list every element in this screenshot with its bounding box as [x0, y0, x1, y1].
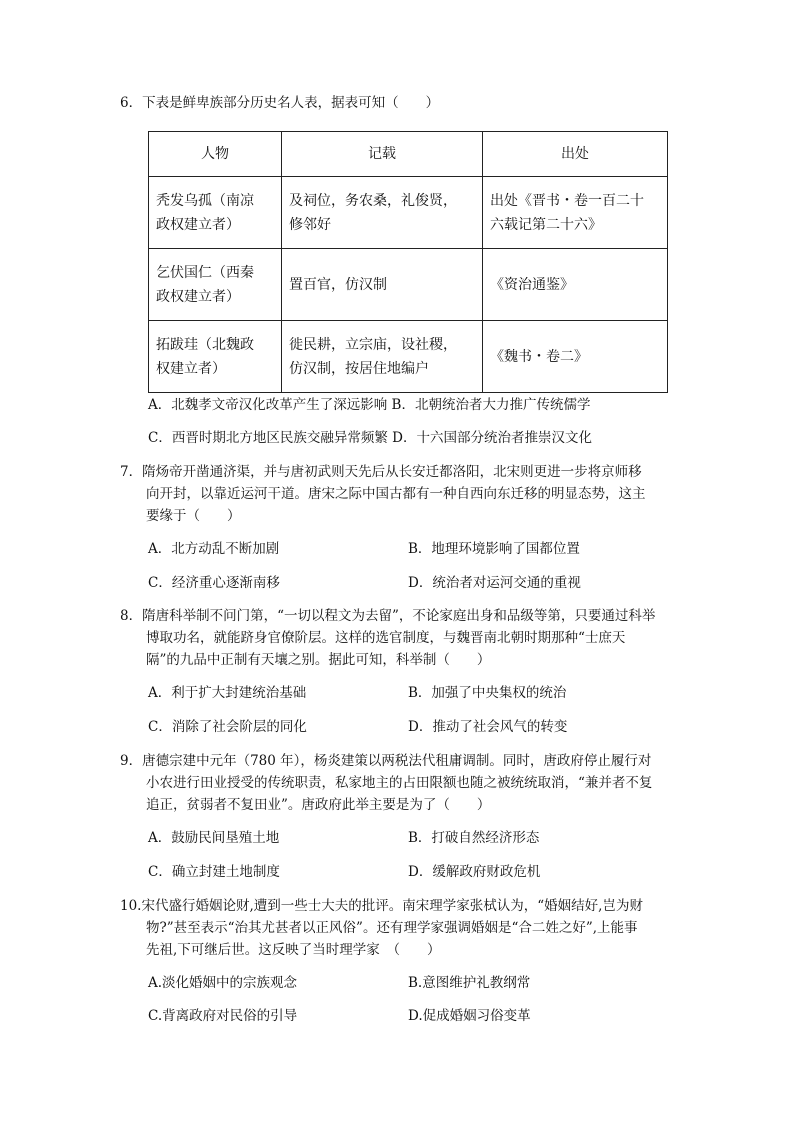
q9-option-d[interactable]: D．缓解政府财政危机: [408, 864, 541, 880]
table-row: [149, 321, 668, 393]
q9-option-b[interactable]: B．打破自然经济形态: [408, 830, 540, 846]
header-source: 出处: [483, 132, 668, 177]
cell-source: 《资治通鉴》: [483, 249, 668, 321]
q8-option-a[interactable]: A．利于扩大封建统治基础: [148, 685, 307, 701]
q8-stem-line: 博取功名，就能跻身官僚阶层。这样的选官制度，与魏晋南北朝时期那种“士庶天: [146, 630, 626, 646]
cell-source: 出处《晋书・卷一百二十 六载记第二十六》: [483, 177, 668, 249]
q8-option-b[interactable]: B．加强了中央集权的统治: [408, 685, 567, 701]
q8-stem-line: 8．隋唐科举制不问门第，“一切以程文为去留”，不论家庭出身和品级等第，只要通过科举: [120, 608, 656, 624]
q7-option-c[interactable]: C．经济重心逐渐南移: [148, 575, 280, 591]
cell-person: 秃发乌孤（南凉 政权建立者）: [149, 177, 282, 249]
q6-options-cd[interactable]: C．西晋时期北方地区民族交融异常频繁 D．十六国部分统治者推崇汉文化: [148, 430, 592, 446]
q8-stem-line: 隔”的九品中正制有天壤之别。据此可知，科举制（ ）: [146, 652, 491, 668]
q6-stem: 6．下表是鲜卑族部分历史名人表，据表可知（ ）: [120, 95, 440, 111]
q9-stem-line: 追正，贫弱者不复田业”。唐政府此举主要是为了（ ）: [146, 797, 491, 813]
cell-record: 置百官，仿汉制: [282, 249, 483, 321]
q7-stem-line: 向开封，以靠近运河干道。唐宋之际中国古都有一种自西向东迁移的明显态势，这主: [146, 486, 646, 502]
cell-record: 及祠位，务农桑，礼俊贤， 修邻好: [282, 177, 483, 249]
q10-stem-line: 先祖,下可继后世。这反映了当时理学家 （ ）: [146, 942, 441, 958]
cell-source: 《魏书・卷二》: [483, 321, 668, 393]
q7-option-b[interactable]: B．地理环境影响了国都位置: [408, 541, 580, 557]
q7-stem-line: 要缘于（ ）: [146, 508, 241, 524]
q9-stem-line: 9．唐德宗建中元年（780 年），杨炎建策以两税法代租庸调制。同时，唐政府停止履行对: [120, 753, 652, 769]
q7-option-d[interactable]: D．统治者对运河交通的重视: [408, 575, 581, 591]
cell-person: 乞伏国仁（西秦 政权建立者）: [149, 249, 282, 321]
q10-option-b[interactable]: B.意图维护礼教纲常: [408, 975, 531, 991]
q10-option-d[interactable]: D.促成婚姻习俗变革: [408, 1008, 531, 1024]
table-header-row: [149, 132, 668, 177]
table-row: [149, 249, 668, 321]
q9-option-c[interactable]: C．确立封建土地制度: [148, 864, 280, 880]
q8-option-d[interactable]: D．推动了社会风气的转变: [408, 719, 568, 735]
cell-person: 拓跋珪（北魏政 权建立者）: [149, 321, 282, 393]
q6-table: [148, 131, 668, 393]
q7-stem-line: 7．隋炀帝开凿通济渠，并与唐初武则天先后从长安迁都洛阳，北宋则更进一步将京师移: [120, 464, 642, 480]
q8-option-c[interactable]: C．消除了社会阶层的同化: [148, 719, 307, 735]
q7-option-a[interactable]: A．北方动乱不断加剧: [148, 541, 280, 557]
q9-stem-line: 小农进行田业授受的传统职责，私家地主的占田限额也随之被统统取消，“兼并者不复: [146, 775, 653, 791]
header-person: 人物: [149, 132, 282, 177]
q10-option-c[interactable]: C.背离政府对民俗的引导: [148, 1008, 298, 1024]
q10-option-a[interactable]: A.淡化婚姻中的宗族观念: [148, 975, 298, 991]
q10-stem-line: 10.宋代盛行婚姻论财,遭到一些士大夫的批评。南宋理学家张栻认为，“婚姻结好,岂为财: [120, 898, 643, 914]
cell-record: 徙民耕，立宗庙，设社稷， 仿汉制，按居住地编户: [282, 321, 483, 393]
header-record: 记载: [282, 132, 483, 177]
q6-options-ab[interactable]: A．北魏孝文帝汉化改革产生了深远影响 B．北朝统治者大力推广传统儒学: [148, 397, 591, 413]
q9-option-a[interactable]: A．鼓励民间垦殖土地: [148, 830, 280, 846]
q10-stem-line: 物?”甚至表示“治其尤甚者以正风俗”。还有理学家强调婚姻是“合二姓之好”,上能事: [146, 920, 638, 936]
table-row: [149, 177, 668, 249]
